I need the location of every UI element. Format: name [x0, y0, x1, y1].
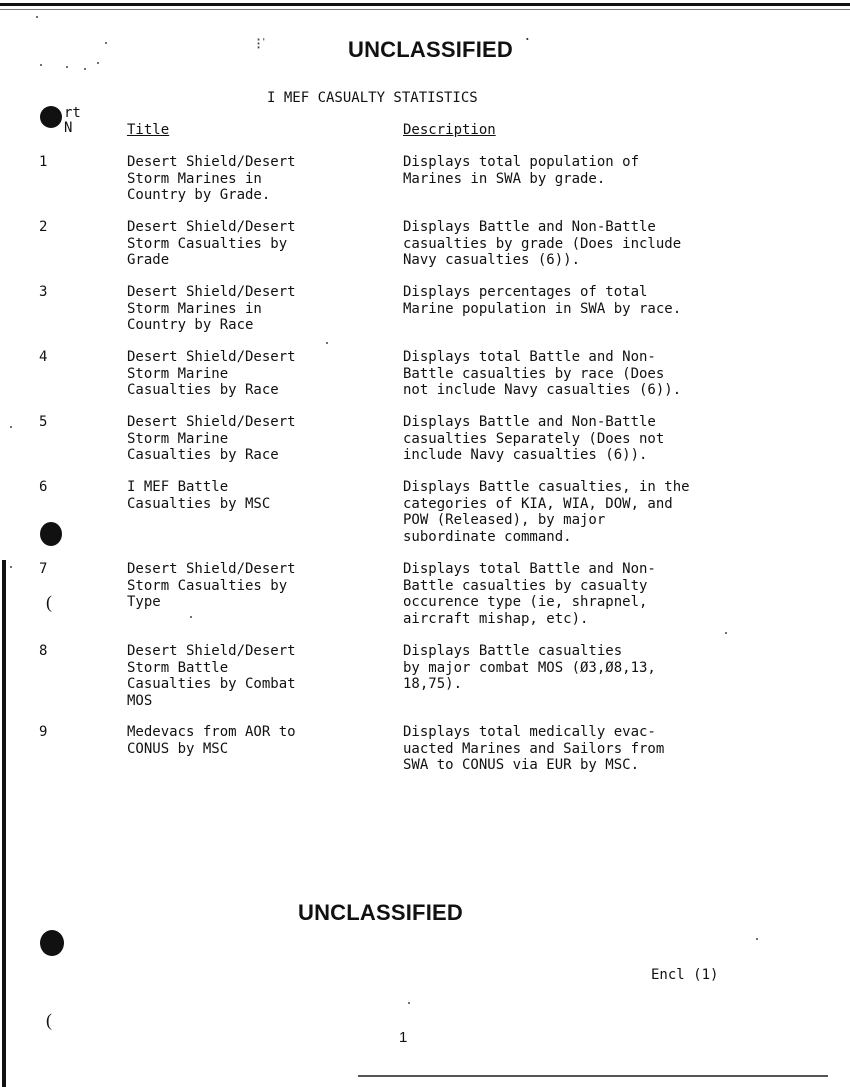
- entry-description: Displays total medically evac- uacted Marines and Sailors from SWA to CONUS via EUR by MSC.: [403, 724, 665, 773]
- scan-scribble-mark: ⁝ˈ: [256, 36, 267, 53]
- entry-description: Displays total population of Marines in SWA by grade.: [403, 154, 640, 187]
- top-border-rule-thin: [0, 9, 850, 10]
- scan-speck: [756, 938, 758, 940]
- entry-number: 7: [39, 561, 48, 577]
- entry-title: I MEF Battle Casualties by MSC: [127, 479, 271, 512]
- scan-speck: [10, 426, 12, 428]
- entry-description: Displays Battle casualties by major combat MOS (Ø3,Ø8,13, 18,75).: [403, 643, 656, 692]
- entry-number: 1: [39, 154, 48, 170]
- bottom-classification-marking: UNCLASSIFIED: [298, 900, 463, 925]
- scan-speck: [105, 42, 107, 44]
- scan-speck: [190, 616, 192, 618]
- punch-hole-bottom: [40, 930, 64, 956]
- scan-speck: [725, 632, 727, 634]
- bottom-scan-rule: [358, 1075, 828, 1077]
- punch-hole-top: [40, 106, 62, 128]
- scan-scribble-mark: ˙: [524, 34, 531, 56]
- margin-bracket-mark: (: [46, 1010, 52, 1030]
- scan-speck: [408, 1002, 410, 1004]
- enclosure-label: Encl (1): [651, 967, 719, 983]
- punch-hole-middle: [40, 522, 62, 546]
- left-scan-edge: [2, 560, 6, 1087]
- entry-description: Displays Battle casualties, in the categories of KIA, WIA, DOW, and POW (Released), by major subordinate command.: [403, 479, 690, 545]
- column-header-number: rt N: [64, 105, 81, 136]
- page-number: 1: [399, 1029, 408, 1046]
- entry-number: 8: [39, 643, 48, 659]
- entry-number: 5: [39, 414, 48, 430]
- scan-speck: [36, 16, 38, 18]
- entry-title: Desert Shield/Desert Storm Marine Casualties by Race: [127, 349, 296, 398]
- entry-title: Desert Shield/Desert Storm Marines in Country by Grade.: [127, 154, 296, 203]
- margin-bracket-mark: (: [46, 592, 52, 612]
- scan-speck: [84, 68, 86, 70]
- entry-description: Displays Battle and Non-Battle casualties Separately (Does not include Navy casualties (6)).: [403, 414, 665, 463]
- top-classification-marking: UNCLASSIFIED: [348, 37, 513, 62]
- entry-number: 3: [39, 284, 48, 300]
- document-heading: I MEF CASUALTY STATISTICS: [267, 90, 478, 106]
- scan-speck: [326, 342, 328, 344]
- scan-speck: [10, 566, 12, 568]
- entry-number: 4: [39, 349, 48, 365]
- entry-title: Medevacs from AOR to CONUS by MSC: [127, 724, 296, 757]
- scan-speck: [40, 64, 42, 66]
- entry-title: Desert Shield/Desert Storm Casualties by Grade: [127, 219, 296, 268]
- column-header-description: Description: [403, 122, 496, 138]
- entry-title: Desert Shield/Desert Storm Marines in Country by Race: [127, 284, 296, 333]
- entry-description: Displays percentages of total Marine population in SWA by race.: [403, 284, 682, 317]
- top-border-rule: [0, 3, 850, 6]
- column-header-title: Title: [127, 122, 170, 138]
- entry-description: Displays total Battle and Non- Battle casualties by casualty occurence type (ie, shrapnel, aircraft mishap, etc).: [403, 561, 656, 627]
- entry-description: Displays total Battle and Non- Battle casualties by race (Does not include Navy casualties (6)).: [403, 349, 682, 398]
- scan-speck: [97, 62, 99, 64]
- entry-number: 9: [39, 724, 48, 740]
- entry-number: 6: [39, 479, 48, 495]
- entry-title: Desert Shield/Desert Storm Marine Casualties by Race: [127, 414, 296, 463]
- entry-number: 2: [39, 219, 48, 235]
- entry-title: Desert Shield/Desert Storm Casualties by Type: [127, 561, 296, 610]
- entry-title: Desert Shield/Desert Storm Battle Casualties by Combat MOS: [127, 643, 296, 709]
- scan-speck: [66, 66, 68, 68]
- entry-description: Displays Battle and Non-Battle casualties by grade (Does include Navy casualties (6)).: [403, 219, 682, 268]
